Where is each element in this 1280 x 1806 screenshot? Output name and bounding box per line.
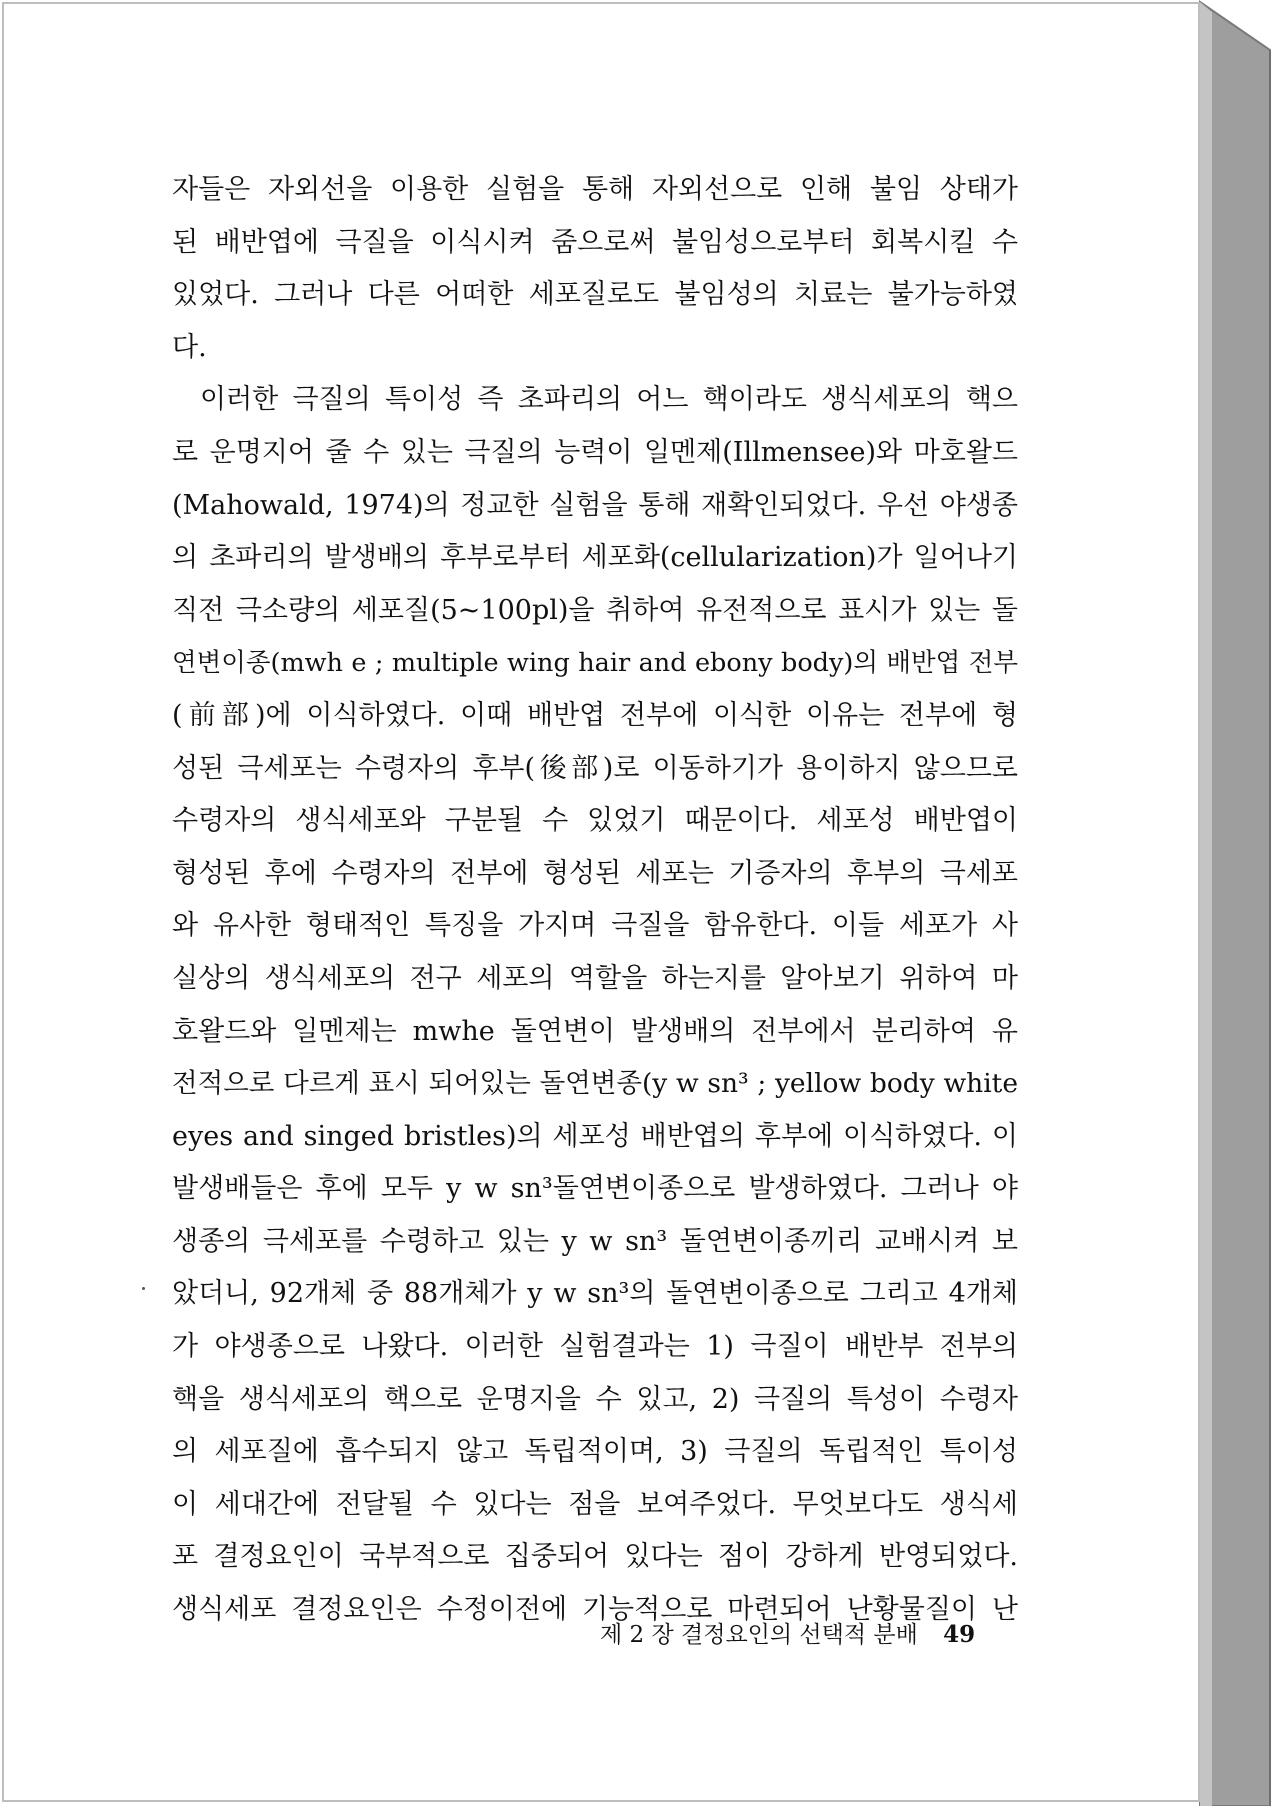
text-line: 발생배들은 후에 모두 y w sn³돌연변이종으로 발생하였다. 그러나 야 bbox=[172, 1173, 1018, 1205]
text-line: 이러한 극질의 특이성 즉 초파리의 어느 핵이라도 생식세포의 핵으 bbox=[200, 384, 1018, 416]
footer-title: 결정요인의 선택적 분배 bbox=[681, 1622, 918, 1648]
text-line: 의 세포질에 흡수되지 않고 독립적이며, 3) 극질의 독립적인 특이성 bbox=[172, 1436, 1018, 1468]
text-line: 와 유사한 형태적인 특징을 가지며 극질을 함유한다. 이들 세포가 사 bbox=[172, 910, 1018, 942]
page-footer bbox=[600, 1616, 1000, 1649]
text-line: 핵을 생식세포의 핵으로 운명지을 수 있고, 2) 극질의 특성이 수령자 bbox=[172, 1383, 1018, 1415]
text-line: 실상의 생식세포의 전구 세포의 역할을 하는지를 알아보기 위하여 마 bbox=[172, 962, 1018, 994]
text-line: 수령자의 생식세포와 구분될 수 있었기 때문이다. 세포성 배반엽이 bbox=[172, 805, 1018, 837]
text-line: 로 운명지어 줄 수 있는 극질의 능력이 일멘제(Illmensee)와 마호왈드 bbox=[172, 436, 1018, 468]
text-line: 자들은 자외선을 이용한 실험을 통해 자외선으로 인해 불임 상태가 bbox=[172, 174, 1018, 205]
text-line: 의 초파리의 발생배의 후부로부터 세포화(cellularization)가 일어나기 bbox=[172, 542, 1018, 574]
text-line: 가 야생종으로 나왔다. 이러한 실험결과는 1) 극질이 배반부 전부의 bbox=[172, 1331, 1018, 1363]
text-line: (前部)에 이식하였다. 이때 배반엽 전부에 이식한 이유는 전부에 형 bbox=[172, 699, 1018, 731]
text-line: 있었다. 그러나 다른 어떠한 세포질로도 불임성의 치료는 불가능하였 bbox=[172, 279, 1018, 311]
text-line: 형성된 후에 수령자의 전부에 형성된 세포는 기증자의 후부의 극세포 bbox=[172, 857, 1018, 889]
text-line: 직전 극소량의 세포질(5~100pl)을 취하여 유전적으로 표시가 있는 돌 bbox=[172, 594, 1018, 626]
text-line: (Mahowald, 1974)의 정교한 실험을 통해 재확인되었다. 우선 야생종 bbox=[172, 489, 1018, 521]
footer-chapter: 제 2 장 bbox=[600, 1622, 674, 1648]
text-line: 았더니, 92개체 중 88개체가 y w sn³의 돌연변이종으로 그리고 4개체 bbox=[172, 1278, 1018, 1310]
text-line: 이 세대간에 전달될 수 있다는 점을 보여주었다. 무엇보다도 생식세 bbox=[172, 1488, 1018, 1520]
stray-ink-dot bbox=[142, 1287, 145, 1290]
text-line: 포 결정요인이 국부적으로 집중되어 있다는 점이 강하게 반영되었다. bbox=[172, 1541, 1018, 1573]
body-text bbox=[172, 164, 1018, 1637]
text-line: 된 배반엽에 극질을 이식시켜 줌으로써 불임성으로부터 회복시킬 수 bbox=[172, 226, 1018, 258]
text-line: 호왈드와 일멘제는 mwhe 돌연변이 발생배의 전부에서 분리하여 유 bbox=[172, 1015, 1018, 1047]
text-line: 생종의 극세포를 수령하고 있는 y w sn³ 돌연변이종끼리 교배시켜 보 bbox=[172, 1225, 1018, 1257]
page-number: 49 bbox=[943, 1621, 976, 1648]
text-line: 성된 극세포는 수령자의 후부(後部)로 이동하기가 용이하지 않으므로 bbox=[172, 752, 1018, 784]
text-line: eyes and singed bristles)의 세포성 배반엽의 후부에 이식하였다. 이 bbox=[172, 1120, 1018, 1152]
text-line: 전적으로 다르게 표시 되어있는 돌연변종(y w sn³ ; yellow body white bbox=[172, 1068, 1018, 1100]
text-line: 다. bbox=[172, 331, 207, 363]
text-line: 생식세포 결정요인은 수정이전에 기능적으로 마련되어 난황물질이 난 bbox=[172, 1594, 1018, 1626]
text-line: 연변이종(mwh e ; multiple wing hair and ebony body)의 배반엽 전부 bbox=[172, 648, 1018, 679]
